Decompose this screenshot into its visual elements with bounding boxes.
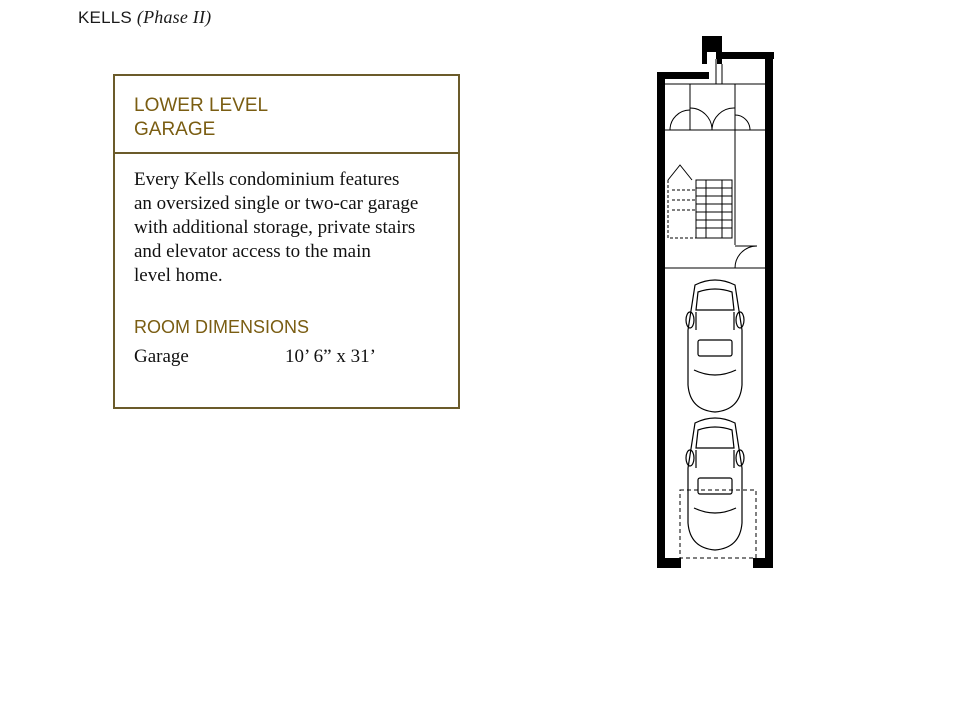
description-line: and elevator access to the main <box>134 241 371 262</box>
floor-plan <box>650 30 780 575</box>
card-title <box>115 76 458 154</box>
room-size: 10’ 6” x 31’ <box>285 346 376 367</box>
card-description <box>134 168 444 288</box>
plan-interior <box>665 59 765 558</box>
page-header <box>78 7 211 28</box>
description-line: level home. <box>134 265 223 286</box>
description-line: an oversized single or two-car garage <box>134 193 419 214</box>
info-card <box>113 74 460 409</box>
card-title-line-2: GARAGE <box>134 119 216 140</box>
project-phase: (Phase II) <box>136 7 212 27</box>
project-name: KELLS <box>78 8 132 27</box>
room-dimensions-heading: ROOM DIMENSIONS <box>134 317 310 337</box>
description-line: with additional storage, private stairs <box>134 217 416 238</box>
car-icon <box>686 280 744 412</box>
description-line: Every Kells condominium features <box>134 169 400 190</box>
room-name: Garage <box>134 346 189 367</box>
car-icon <box>686 418 744 550</box>
stair-icon <box>668 165 732 238</box>
plan-walls <box>657 36 774 568</box>
room-dimension-row <box>134 346 458 370</box>
card-title-line-1: LOWER LEVEL <box>134 95 269 116</box>
